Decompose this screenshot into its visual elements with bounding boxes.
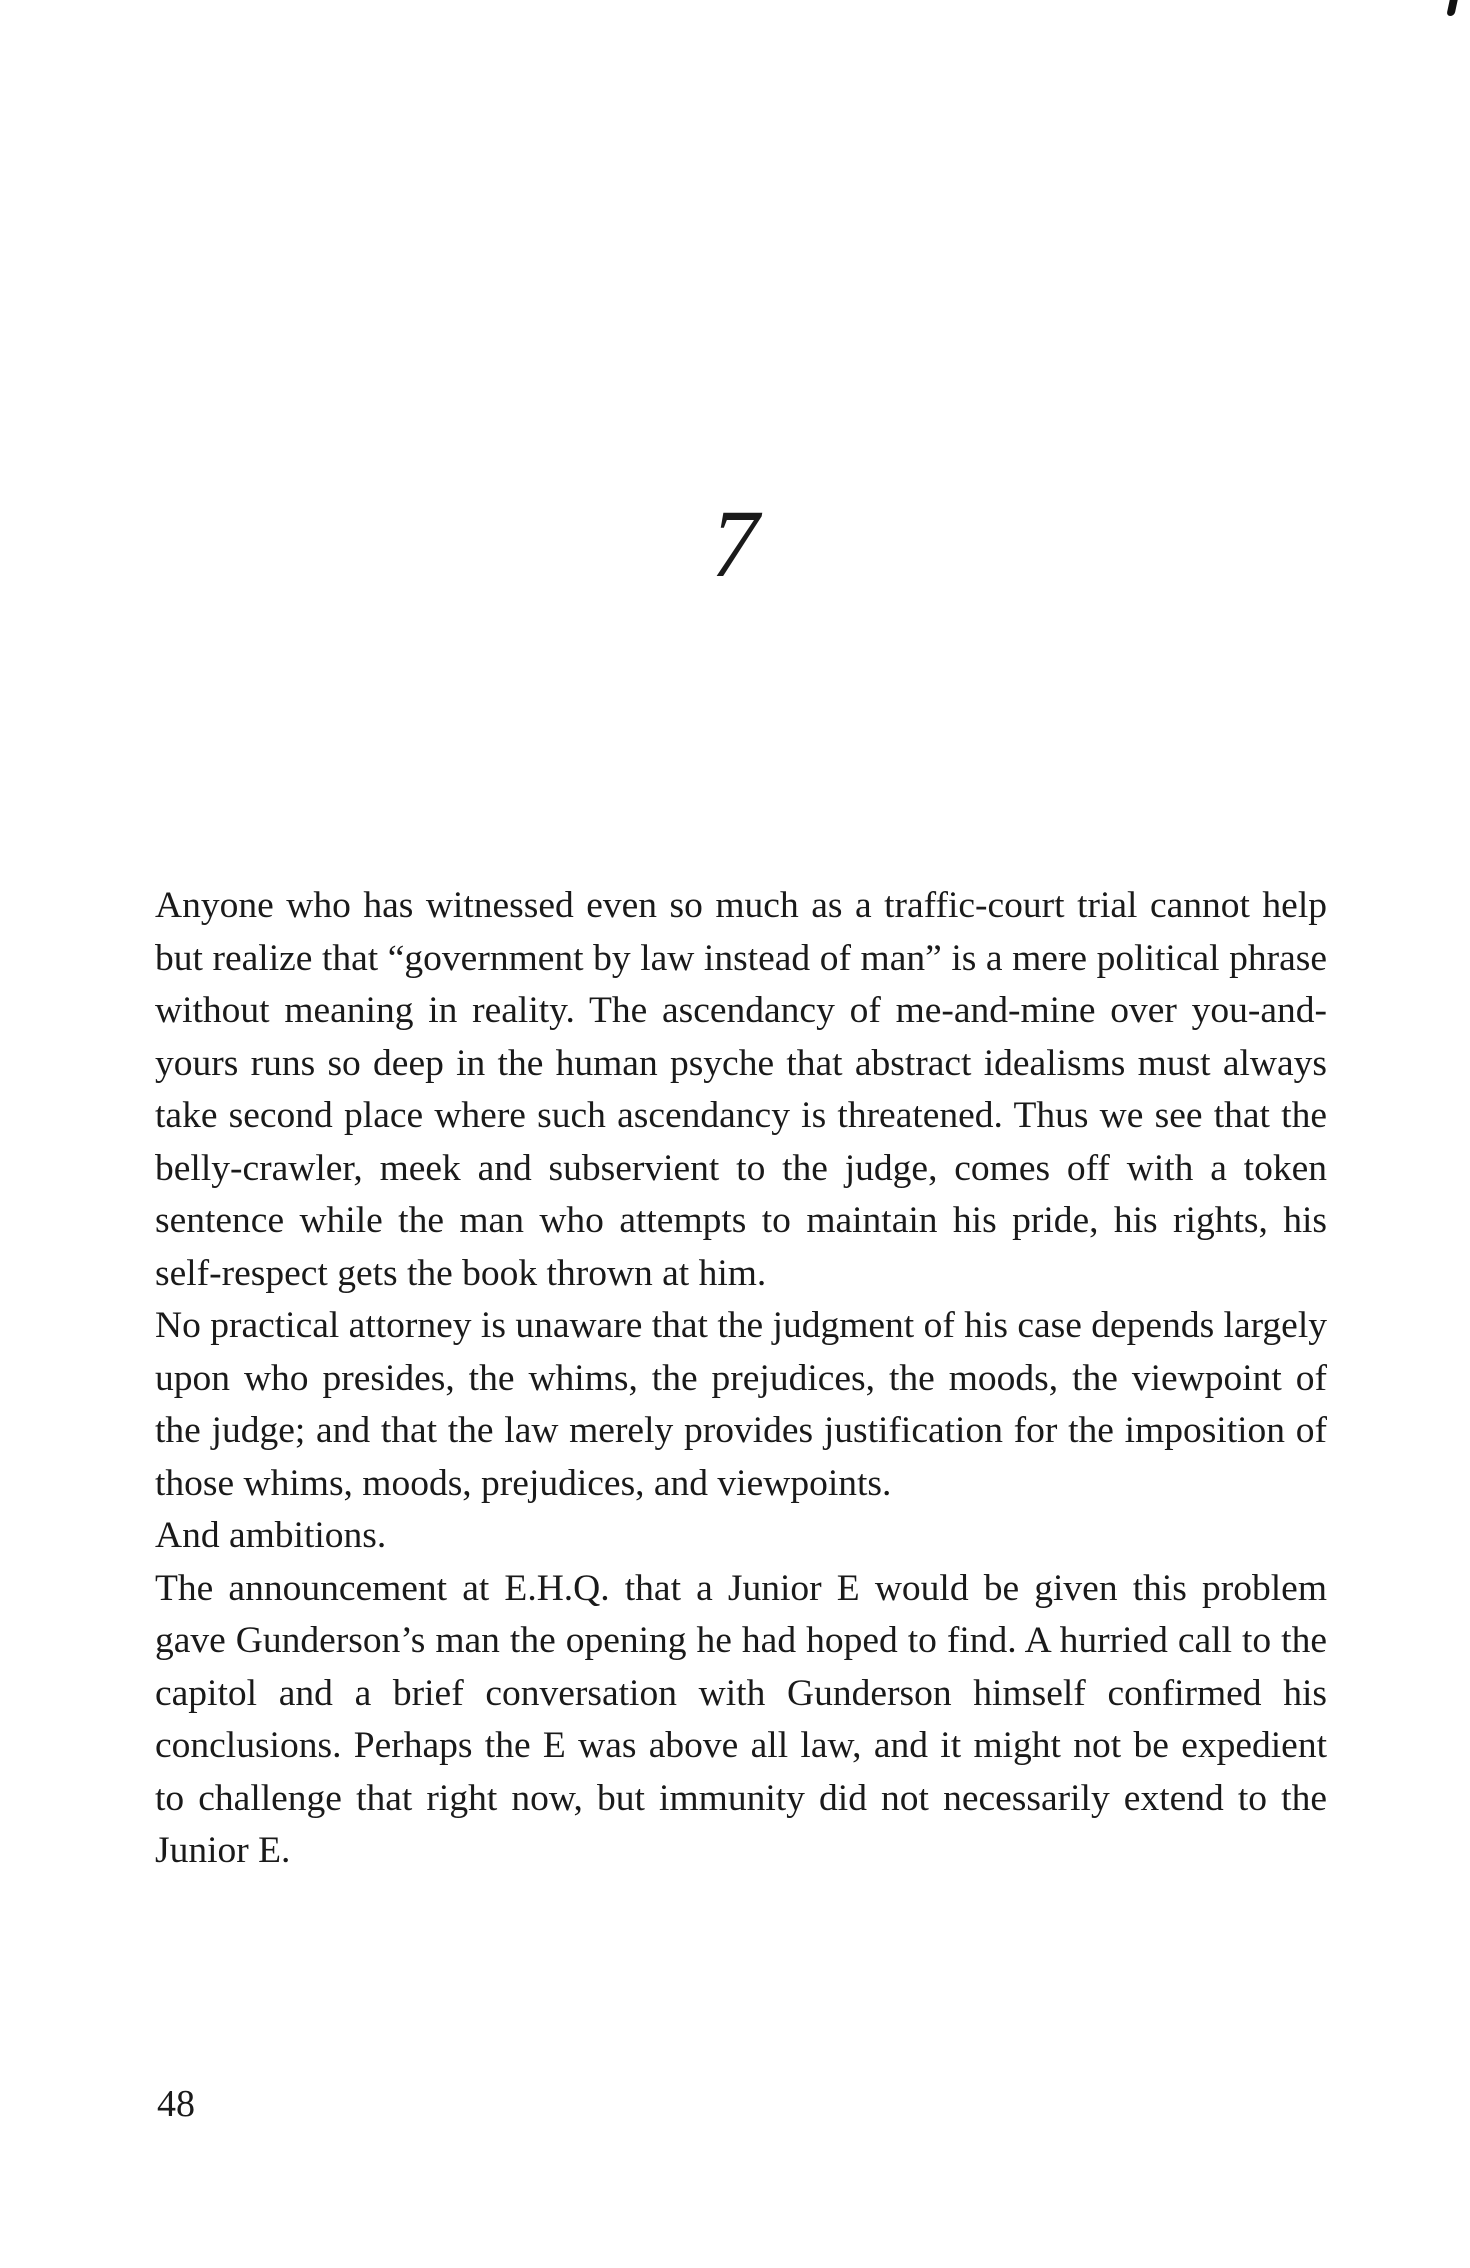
scan-corner-mark bbox=[1446, 0, 1457, 16]
page-number: 48 bbox=[157, 2083, 195, 2125]
paragraph-4: The announcement at E.H.Q. that a Junior E would be given this problem gave Gunderson’s man the opening he had hoped to find. A hurried call to the capitol and a brief conversation with Gunderson himself confirmed his conclusions. Perhaps the E was above all law, and it might not be expedient to challenge that right now, but immunity did not necessarily extend to the Junior E. bbox=[155, 1567, 1327, 1871]
chapter-body bbox=[155, 880, 1327, 1878]
paragraph-2: No practical attorney is unaware that the judgment of his case depends largely upon who presides, the whims, the prejudices, the moods, the viewpoint of the judge; and that the law merely provides justification for the imposition of those whims, moods, prejudices, and viewpoints. bbox=[155, 1305, 1327, 1504]
paragraph-3: And ambitions. bbox=[155, 1515, 387, 1556]
paragraph-1: Anyone who has witnessed even so much as a traffic-court trial cannot help but realize that “government by law instead of man” is a mere political phrase without meaning in reality. The ascendancy of me-and-mine over you-and-yours runs so deep in the human psyche that abstract idealisms must always take second place where such ascendancy is threatened. Thus we see that the belly-crawler, meek and subservient to the judge, comes off with a token sentence while the man who attempts to maintain his pride, his rights, his self-respect gets the book thrown at him. bbox=[155, 885, 1327, 1294]
chapter-number: 7 bbox=[711, 490, 759, 598]
